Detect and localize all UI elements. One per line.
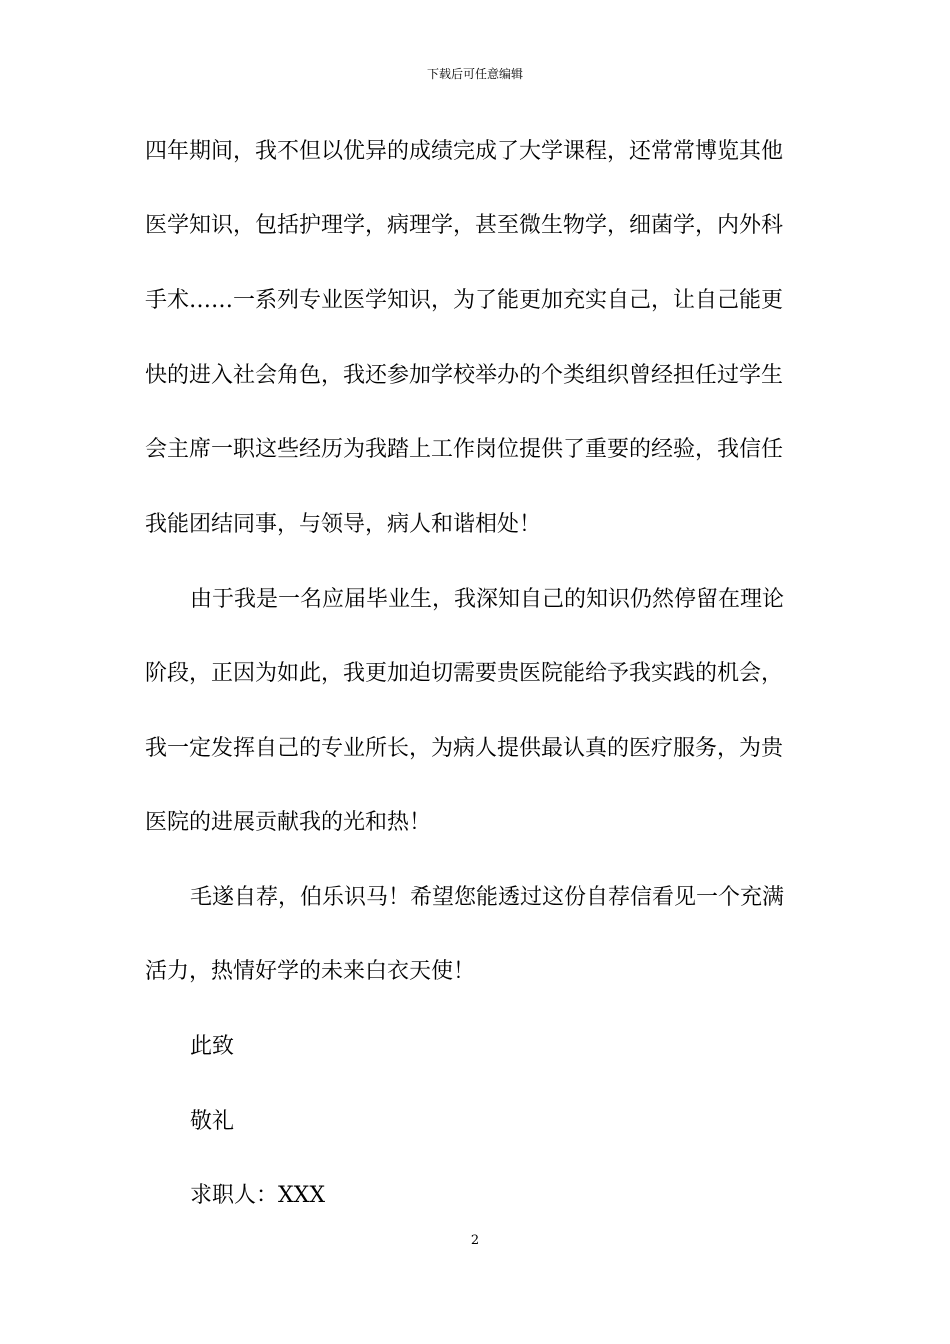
body-line: 阶段，正因为如此，我更加迫切需要贵医院能给予我实践的机会，: [145, 661, 784, 686]
body-line: 由于我是一名应届毕业生，我深知自己的知识仍然停留在理论: [190, 587, 785, 612]
closing-salutation: 此致: [190, 1034, 235, 1059]
body-line: 医院的进展贡献我的光和热！: [145, 810, 432, 835]
body-line: 我能团结同事，与领导，病人和谐相处！: [145, 512, 542, 537]
body-line: 会主席一职这些经历为我踏上工作岗位提供了重要的经验，我信任: [145, 437, 784, 462]
body-line: 毛遂自荐，伯乐识马！希望您能透过这份自荐信看见一个充满: [190, 885, 785, 910]
body-line: 我一定发挥自己的专业所长，为病人提供最认真的医疗服务，为贵: [145, 736, 784, 761]
body-line: 快的进入社会角色，我还参加学校举办的个类组织曾经担任过学生: [145, 363, 784, 388]
page-number: 2: [470, 1233, 480, 1248]
page-header: 下载后可任意编辑: [426, 67, 523, 81]
body-line: 活力，热情好学的未来白衣天使！: [145, 959, 476, 984]
body-line: 手术……一系列专业医学知识，为了能更加充实自己，让自己能更: [145, 288, 784, 313]
closing-regards: 敬礼: [190, 1109, 235, 1134]
signature-line: 求职人：XXX: [190, 1183, 325, 1208]
body-line: 医学知识，包括护理学，病理学，甚至微生物学，细菌学，内外科: [145, 213, 784, 238]
body-line: 四年期间，我不但以优异的成绩完成了大学课程，还常常博览其他: [145, 139, 784, 164]
